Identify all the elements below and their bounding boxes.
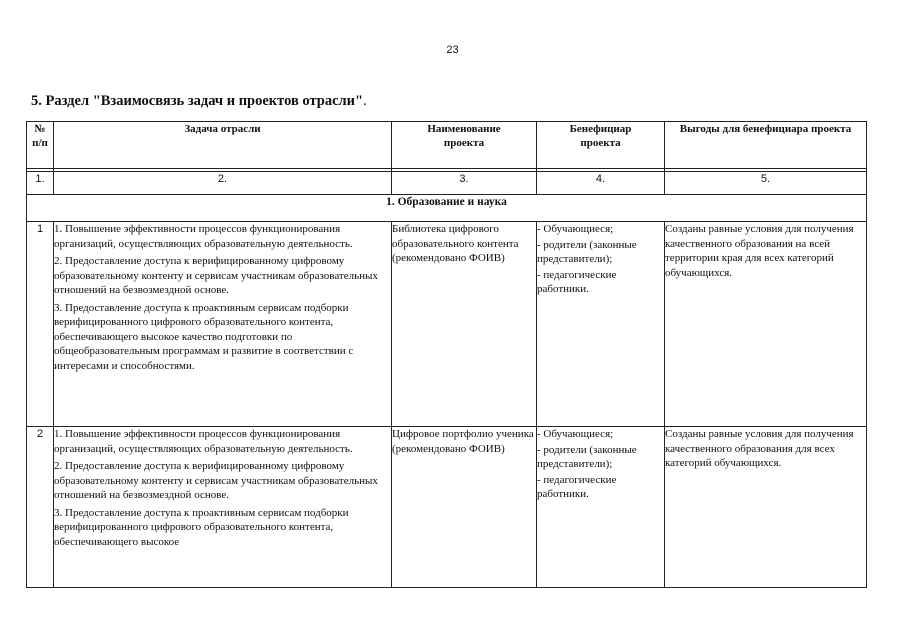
beneficiary-cell — [537, 222, 665, 427]
task-item: 3. Предоставление доступа к проактивным сервисам подборки верифицированного цифрового образовательного контента, обеспечивающего высокое качество подготовки по общеобразовательным программам и развитие в соответствии с интересами и способностями. — [54, 301, 354, 372]
header-benefits: Выгоды для бенефициара проекта — [665, 122, 867, 169]
beneficiary-item: - Обучающиеся; — [537, 428, 614, 440]
project-name: Библиотека цифрового образовательного контента (рекомендовано ФОИВ) — [392, 223, 519, 264]
beneficiary-cell — [537, 427, 665, 588]
column-number: 4. — [537, 172, 665, 195]
section-title-text: 5. Раздел "Взаимосвязь задач и проектов отрасли" — [31, 93, 364, 109]
benefits-cell — [665, 222, 867, 427]
task-cell — [54, 222, 392, 427]
benefits-text: Созданы равные условия для получения качественного образования на всей территории края для всех категорий обучающихся. — [665, 223, 854, 279]
page-number: 23 — [446, 44, 459, 56]
task-cell — [54, 427, 392, 588]
benefits-text: Созданы равные условия для получения качественного образования для всех категорий обучающихся. — [665, 428, 854, 469]
row-number: 2 — [27, 427, 54, 588]
projects-table — [26, 121, 867, 588]
table-row — [27, 222, 867, 427]
project-cell — [392, 427, 537, 588]
header-task: Задача отрасли — [54, 122, 392, 169]
beneficiary-item: - родители (законные представители); — [537, 238, 637, 265]
column-number: 2. — [54, 172, 392, 195]
task-item: 1. Повышение эффективности процессов функционирования организаций, осуществляющих образовательную деятельность. — [54, 223, 353, 250]
table-header-row — [27, 122, 867, 169]
task-item: 3. Предоставление доступа к проактивным сервисам подборки верифицированного цифрового образовательного контента, обеспечивающего высокое — [54, 506, 349, 548]
task-item: 1. Повышение эффективности процессов функционирования организаций, осуществляющих образовательную деятельность. — [54, 428, 353, 455]
beneficiary-item: - родители (законные представители); — [537, 443, 637, 470]
header-beneficiary: Бенефициар проекта — [537, 122, 665, 169]
benefits-cell — [665, 427, 867, 588]
table-row — [27, 427, 867, 588]
beneficiary-item: - педагогические работники. — [537, 268, 617, 295]
group-row — [27, 195, 867, 222]
task-item: 2. Предоставление доступа к верифицированному цифровому образовательному контенту и сервисам участникам образовательных отношений на безвозмездной основе. — [54, 255, 378, 296]
row-number: 1 — [27, 222, 54, 427]
section-title-end: . — [363, 93, 367, 109]
group-title: 1. Образование и наука — [27, 195, 867, 222]
header-num: № п/п — [27, 122, 54, 169]
task-item: 2. Предоставление доступа к верифицированному цифровому образовательному контенту и сервисам участникам образовательных отношений на безвозмездной основе. — [54, 460, 378, 501]
beneficiary-item: - Обучающиеся; — [537, 223, 614, 235]
column-number: 1. — [27, 172, 54, 195]
project-name: Цифровое портфолио ученика (рекомендовано ФОИВ) — [392, 428, 534, 455]
project-cell — [392, 222, 537, 427]
beneficiary-item: - педагогические работники. — [537, 473, 617, 500]
column-number-row — [27, 172, 867, 195]
column-number: 3. — [392, 172, 537, 195]
header-project: Наименование проекта — [392, 122, 537, 169]
section-title — [31, 93, 367, 110]
column-number: 5. — [665, 172, 867, 195]
